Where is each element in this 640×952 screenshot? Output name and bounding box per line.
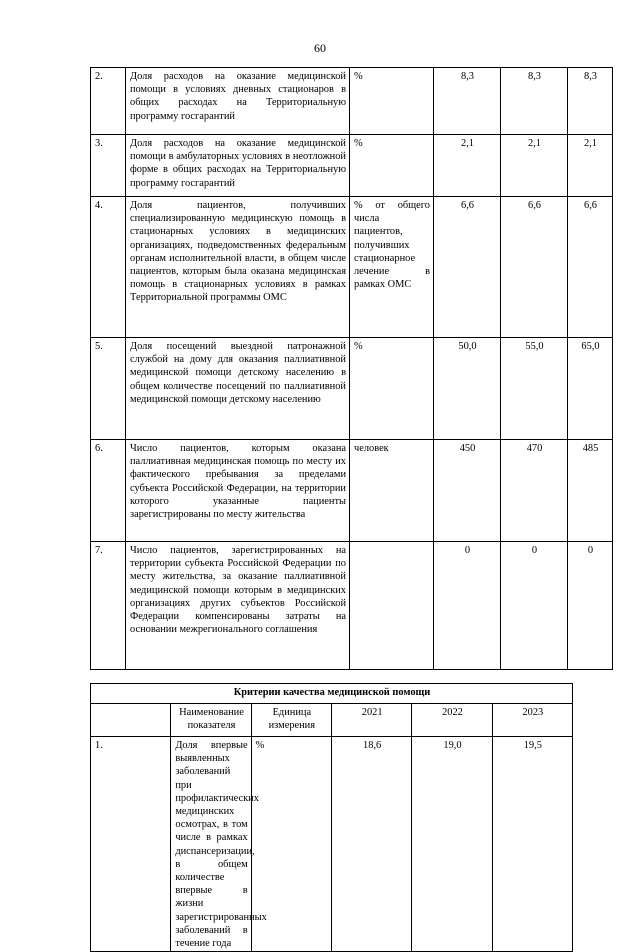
value-2022: 0 [501,542,568,670]
table-header-row [91,704,573,737]
table-title-row [91,684,573,704]
table-row [91,542,613,670]
table-row [91,197,613,338]
table-title: Критерии качества медицинской помощи [91,684,573,704]
value-2022: 6,6 [501,197,568,338]
value-2021: 0 [434,542,501,670]
value-2021: 8,3 [434,68,501,135]
row-number: 1. [91,737,171,952]
value-2022: 55,0 [501,338,568,440]
row-number: 3. [91,135,126,197]
indicator-name: Число пациентов, зарегистрированных на территории субъекта Российской Федерации по месту жительства, за оказание паллиативной медицинской помощи которым в медицинских организациях других субъектов Российской Федерации компенсированы затраты на основании межрегионального соглашения [126,542,350,670]
row-number: 4. [91,197,126,338]
row-number: 5. [91,338,126,440]
indicator-name: Доля расходов на оказание медицинской помощи в условиях дневных стационаров в общих расходах на Территориальную программу госгарантий [126,68,350,135]
header-2023: 2023 [492,704,572,737]
value-2021: 450 [434,440,501,542]
header-number [91,704,171,737]
table-row [91,68,613,135]
unit: % от общего числа пациентов, получивших стационарное лечение в рамках ОМС [350,197,434,338]
table-row [91,135,613,197]
unit: человек [350,440,434,542]
value-2021: 6,6 [434,197,501,338]
header-2022: 2022 [412,704,492,737]
unit: % [350,338,434,440]
value-2021: 18,6 [331,737,411,952]
value-2023: 0 [568,542,613,670]
table-row [91,338,613,440]
quality-criteria-table [90,683,573,952]
table-row [91,440,613,542]
value-2023: 485 [568,440,613,542]
value-2022: 19,0 [412,737,492,952]
value-2022: 2,1 [501,135,568,197]
value-2022: 8,3 [501,68,568,135]
value-2021: 50,0 [434,338,501,440]
value-2023: 65,0 [568,338,613,440]
indicator-name: Доля пациентов, получивших специализированную медицинскую помощь в стационарных условиях в медицинских организациях, подведомственных федеральным органам исполнительной власти, в общем числе пациентов, которым была оказана медицинская помощь в стационарных условиях в рамках Территориальной программы ОМС [126,197,350,338]
value-2021: 2,1 [434,135,501,197]
value-2023: 2,1 [568,135,613,197]
value-2023: 8,3 [568,68,613,135]
indicator-name: Доля впервые выявленных заболеваний при профилактических медицинских осмотрах, в том числе в рамках диспансеризации, в общем количестве впервые в жизни зарегистрированных заболеваний в течение года [171,737,251,952]
unit: % [350,135,434,197]
indicator-name: Число пациентов, которым оказана паллиативная медицинская помощь по месту их фактического пребывания за пределами субъекта Российской Федерации, на территории которого указанные пациенты зарегистрированы по месту жительства [126,440,350,542]
table-row [91,737,573,952]
row-number: 2. [91,68,126,135]
header-name: Наименование показателя [171,704,251,737]
header-unit: Единица измерения [251,704,331,737]
value-2023: 6,6 [568,197,613,338]
unit: % [350,68,434,135]
value-2022: 470 [501,440,568,542]
unit [350,542,434,670]
header-2021: 2021 [331,704,411,737]
indicators-table [90,67,613,670]
value-2023: 19,5 [492,737,572,952]
indicator-name: Доля расходов на оказание медицинской помощи в амбулаторных условиях в неотложной форме в общих расходах на Территориальную программу госгарантий [126,135,350,197]
page-number: 60 [314,41,326,55]
row-number: 7. [91,542,126,670]
indicator-name: Доля посещений выездной патронажной службой на дому для оказания паллиативной медицинской помощи детскому населению в общем количестве посещений по паллиативной медицинской помощи детскому населению [126,338,350,440]
unit: % [251,737,331,952]
row-number: 6. [91,440,126,542]
